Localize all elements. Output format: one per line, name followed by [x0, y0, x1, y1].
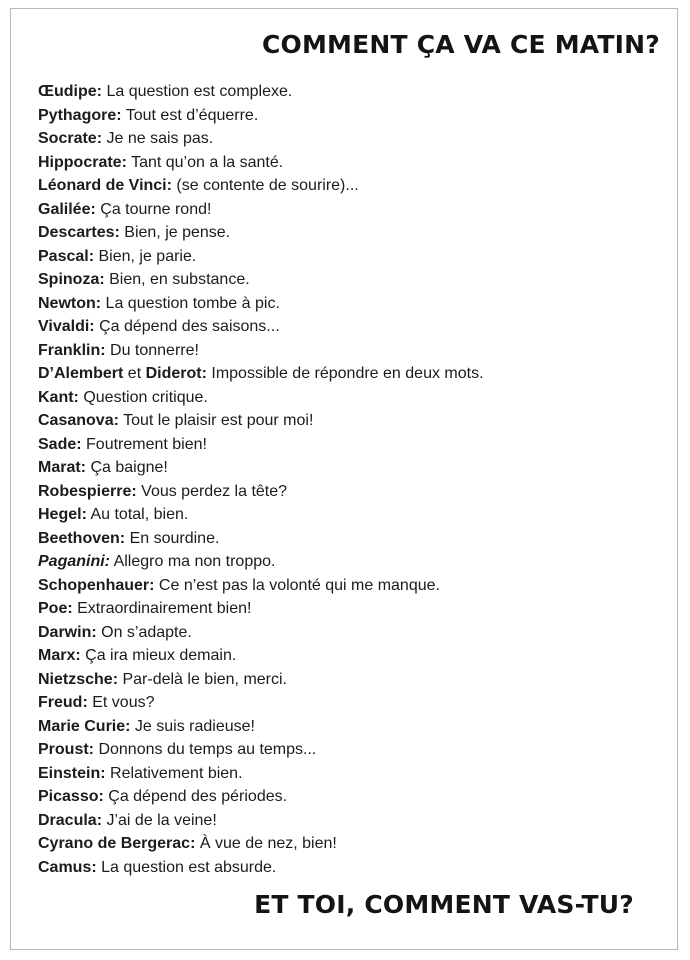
answer-text: Tant qu’on a la santé. — [126, 153, 284, 171]
quote-line — [38, 245, 484, 269]
answer-text: À vue de nez, bien! — [195, 835, 337, 852]
answer-text: Extraordinairement bien! — [72, 600, 252, 617]
quote-line — [38, 386, 484, 410]
answer-text: Ça tourne rond! — [95, 200, 212, 218]
answer-text: Je ne sais pas. — [102, 130, 214, 147]
answer-text: Tout le plaisir est pour moi! — [118, 412, 314, 429]
page-title: COMMENT ÇA VA CE MATIN? — [261, 30, 660, 59]
quote-line — [38, 668, 484, 692]
quote-line — [38, 856, 484, 880]
quote-line — [38, 621, 484, 645]
speaker-name: Hegel: — [38, 506, 87, 523]
quote-line — [38, 527, 484, 551]
answer-text: Ça baigne! — [86, 459, 168, 476]
quote-line — [38, 409, 484, 433]
speaker-name: Pascal: — [38, 247, 95, 265]
speaker-name: Vivaldi: — [38, 318, 95, 335]
quote-line — [38, 456, 484, 480]
speaker-name: Newton: — [38, 294, 102, 312]
answer-text: Impossible de répondre en deux mots. — [206, 365, 484, 382]
speaker-name: Robespierre: — [38, 482, 137, 500]
speaker-name: Œudipe: — [38, 83, 102, 100]
answer-text: Relativement bien. — [105, 764, 243, 782]
quote-line — [38, 362, 484, 386]
answer-text: Bien, en substance. — [104, 271, 250, 288]
answer-text: J’ai de la veine! — [102, 811, 217, 829]
speaker-name: Camus: — [38, 858, 97, 876]
answer-text: Au total, bien. — [86, 506, 189, 523]
answer-text: Je suis radieuse! — [130, 717, 255, 735]
answer-text: La question tombe à pic. — [101, 294, 280, 312]
quote-line — [38, 268, 484, 292]
quote-line — [38, 221, 484, 245]
speaker-name: Picasso: — [38, 788, 104, 805]
speaker-name: Hippocrate: — [38, 153, 127, 171]
quote-line — [38, 315, 484, 339]
answer-text: Et vous? — [87, 694, 155, 711]
quote-line — [38, 151, 484, 175]
quote-line — [38, 480, 484, 504]
quote-line — [38, 339, 484, 363]
answer-text: Tout est d’équerre. — [121, 106, 259, 124]
quote-line — [38, 691, 484, 715]
quote-line — [38, 198, 484, 222]
speaker-name: Sade: — [38, 435, 82, 453]
speaker-name: Poe: — [38, 600, 73, 617]
answer-text: On s’adapte. — [96, 623, 192, 641]
speaker-name: Marx: — [38, 647, 81, 664]
speaker-name: Proust: — [38, 741, 94, 758]
quote-line — [38, 104, 484, 128]
quote-line — [38, 574, 484, 598]
answer-text: Question critique. — [78, 388, 208, 406]
speaker-name: Darwin: — [38, 623, 97, 641]
speaker-name: Beethoven: — [38, 529, 126, 547]
quote-line — [38, 832, 484, 856]
speaker-name: Franklin: — [38, 341, 106, 359]
quote-line — [38, 809, 484, 833]
answer-text: Foutrement bien! — [81, 435, 207, 453]
quote-line — [38, 550, 484, 574]
quote-line — [38, 715, 484, 739]
speaker-name: Marat: — [38, 459, 87, 476]
answer-text: Vous perdez la tête? — [136, 482, 288, 500]
speaker-name: Galilée: — [38, 200, 96, 218]
speaker-name: Freud: — [38, 694, 88, 711]
speaker-name: Descartes: — [38, 224, 120, 241]
quote-line — [38, 738, 484, 762]
speaker-name: D’Alembert — [38, 365, 124, 382]
quote-line — [38, 785, 484, 809]
answer-text: Ça dépend des périodes. — [103, 788, 288, 805]
speaker-name: Paganini: — [38, 553, 111, 570]
answer-text: En sourdine. — [125, 529, 220, 547]
answer-text: Allegro ma non troppo. — [110, 553, 276, 570]
quote-line — [38, 503, 484, 527]
speaker-name: Pythagore: — [38, 106, 122, 124]
speaker-connector: et — [123, 365, 146, 382]
quote-line — [38, 127, 484, 151]
quote-line — [38, 174, 484, 198]
quote-line — [38, 292, 484, 316]
answer-text: Ça ira mieux demain. — [80, 647, 237, 664]
answer-text: La question est absurde. — [96, 858, 277, 876]
quote-list — [38, 80, 484, 879]
answer-text: Bien, je parie. — [94, 247, 197, 265]
speaker-name: Marie Curie: — [38, 717, 131, 735]
answer-text: (se contente de sourire)... — [171, 177, 359, 194]
speaker-name: Casanova: — [38, 412, 119, 429]
speaker-name: Einstein: — [38, 764, 106, 782]
quote-line — [38, 433, 484, 457]
answer-text: Bien, je pense. — [119, 224, 231, 241]
speaker-name: Nietzsche: — [38, 670, 119, 688]
answer-text: Par-delà le bien, merci. — [118, 670, 287, 688]
answer-text: Ça dépend des saisons... — [94, 318, 280, 335]
speaker-name: Schopenhauer: — [38, 576, 155, 594]
answer-text: Du tonnerre! — [105, 341, 199, 359]
speaker-name: Kant: — [38, 388, 79, 406]
speaker-name: Cyrano de Bergerac: — [38, 835, 196, 852]
speaker-name: Dracula: — [38, 811, 103, 829]
quote-line — [38, 762, 484, 786]
quote-line — [38, 644, 484, 668]
closing-question: ET TOI, COMMENT VAS-TU? — [254, 890, 634, 919]
speaker-name: Diderot: — [145, 365, 207, 382]
speaker-name: Socrate: — [38, 130, 103, 147]
quote-line — [38, 80, 484, 104]
quote-line — [38, 597, 484, 621]
answer-text: Donnons du temps au temps... — [94, 741, 317, 758]
answer-text: Ce n’est pas la volonté qui me manque. — [154, 576, 440, 594]
answer-text: La question est complexe. — [102, 83, 293, 100]
speaker-name: Léonard de Vinci: — [38, 177, 172, 194]
speaker-name: Spinoza: — [38, 271, 105, 288]
